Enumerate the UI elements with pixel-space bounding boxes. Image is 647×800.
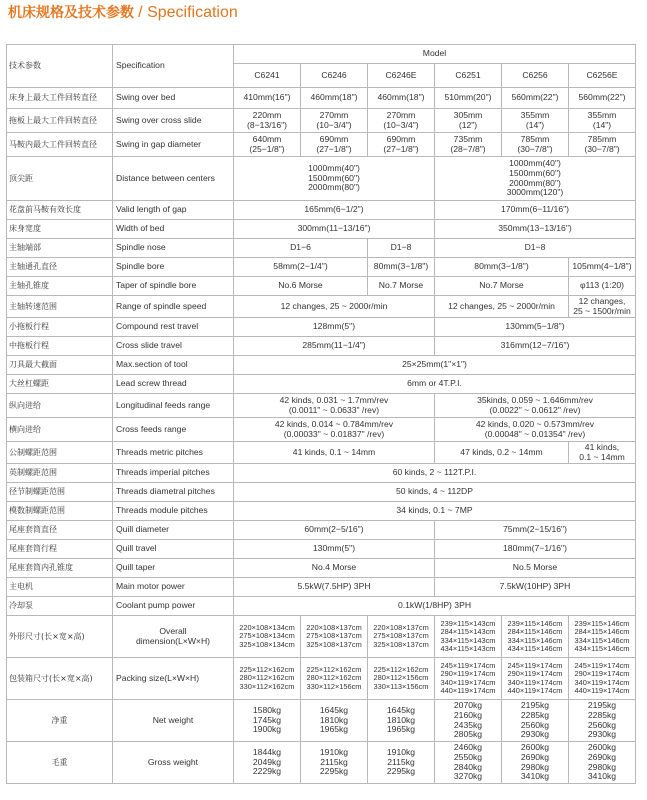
cell-value: 2460kg 2550kg 2840kg 3270kg [435, 742, 502, 784]
cell-value: 5.5kW(7.5HP) 3PH [234, 578, 435, 597]
row-label-cn: 尾座套筒行程 [7, 540, 113, 559]
cell-value: 560mm(22") [569, 88, 636, 109]
cell-value: 735mm (28−7/8") [435, 133, 502, 157]
cell-value: 1910kg 2115kg 2295kg [368, 742, 435, 784]
row-label-en: Main motor power [113, 578, 234, 597]
row-label-cn: 公制螺距范围 [7, 442, 113, 464]
row-label-cn: 床身宽度 [7, 220, 113, 239]
row-label-en: Cross slide travel [113, 337, 234, 356]
page-title: 机床规格及技术参数 / Specification [8, 4, 238, 21]
cell-value: No.5 Morse [435, 559, 636, 578]
cell-value: 460mm(18") [301, 88, 368, 109]
cell-value: 1844kg 2049kg 2229kg [234, 742, 301, 784]
cell-value: 220×108×134cm 275×108×134cm 325×108×134cm [234, 616, 301, 658]
row-label-en: Threads metric pitches [113, 442, 234, 464]
row-label-cn: 刀具最大截面 [7, 356, 113, 375]
cell-value: 60mm(2−5/16") [234, 521, 435, 540]
cell-value: 42 kinds, 0.020 ~ 0.573mm/rev (0.00048" ~ 0.01354" /rev) [435, 418, 636, 442]
model-name: C6256E [569, 64, 636, 88]
row-label-en: Spindle nose [113, 239, 234, 258]
row-label-cn: 英制螺距范围 [7, 464, 113, 483]
cell-value: No.4 Morse [234, 559, 435, 578]
cell-value: 42 kinds, 0.014 ~ 0.784mm/rev (0.00033" ~ 0.01837" /rev) [234, 418, 435, 442]
row-label-en: Compound rest travel [113, 318, 234, 337]
row-label-en: Gross weight [113, 742, 234, 784]
row-label-en: Distance between centers [113, 157, 234, 201]
row-label-cn: 主轴转速范围 [7, 296, 113, 318]
cell-value: 560mm(22") [502, 88, 569, 109]
row-label-en: Valid length of gap [113, 201, 234, 220]
row-label-cn: 尾座套筒内孔锥度 [7, 559, 113, 578]
cell-value: 510mm(20") [435, 88, 502, 109]
cell-value: 180mm(7−1/16") [435, 540, 636, 559]
row-label-en: Threads module pitches [113, 502, 234, 521]
cell-value: 1910kg 2115kg 2295kg [301, 742, 368, 784]
row-label-cn: 马鞍内最大工件回转直径 [7, 133, 113, 157]
cell-value: 1645kg 1810kg 1965kg [368, 700, 435, 742]
row-label-en: Packing size(L×W×H) [113, 658, 234, 700]
model-name: C6241 [234, 64, 301, 88]
cell-value: 225×112×162cm 280×112×162cm 330×112×156cm [301, 658, 368, 700]
cell-value: 41 kinds, 0.1 ~ 14mm [569, 442, 636, 464]
cell-value: 270mm (10−3/4") [301, 109, 368, 133]
cell-value: 170mm(6−11/16") [435, 201, 636, 220]
cell-value: 316mm(12−7/16") [435, 337, 636, 356]
header-model: Model [234, 45, 636, 64]
row-label-en: Overall dimension(L×W×H) [113, 616, 234, 658]
cell-value: No.7 Morse [368, 277, 435, 296]
cell-value: 225×112×162cm 280×112×156cm 330×113×156cm [368, 658, 435, 700]
row-label-cn: 横向进给 [7, 418, 113, 442]
cell-value: 2195kg 2285kg 2560kg 2930kg [569, 700, 636, 742]
cell-value: 355mm (14") [569, 109, 636, 133]
cell-value: 2070kg 2160kg 2435kg 2805kg [435, 700, 502, 742]
cell-value: 130mm(5−1/8") [435, 318, 636, 337]
model-name: C6246 [301, 64, 368, 88]
cell-value: 35kinds, 0.059 ~ 1.646mm/rev (0.0022" ~ 0.0612" /rev) [435, 394, 636, 418]
row-label-cn: 拖板上最大工件回转直径 [7, 109, 113, 133]
model-name: C6251 [435, 64, 502, 88]
cell-value: 285mm(11−1/4") [234, 337, 435, 356]
row-label-cn: 主轴孔锥度 [7, 277, 113, 296]
header-cn: 技术参数 [7, 45, 113, 88]
row-label-en: Lead screw thread [113, 375, 234, 394]
cell-value: 12 changes, 25 ~ 2000r/min [435, 296, 569, 318]
row-label-en: Range of spindle speed [113, 296, 234, 318]
cell-value: 1580kg 1745kg 1900kg [234, 700, 301, 742]
row-label-cn: 毛重 [7, 742, 113, 784]
cell-value: 130mm(5") [234, 540, 435, 559]
row-label-cn: 中拖板行程 [7, 337, 113, 356]
cell-value: D1−8 [368, 239, 435, 258]
cell-value: 410mm(16") [234, 88, 301, 109]
cell-value: D1−6 [234, 239, 368, 258]
cell-value: 7.5kW(10HP) 3PH [435, 578, 636, 597]
cell-value: 12 changes, 25 ~ 1500r/min [569, 296, 636, 318]
cell-value: 690mm (27−1/8") [301, 133, 368, 157]
cell-value: 239×115×146cm 284×115×146cm 334×115×146cm 434×115×146cm [502, 616, 569, 658]
cell-value: 75mm(2−15/16") [435, 521, 636, 540]
row-label-en: Cross feeds range [113, 418, 234, 442]
cell-value: 640mm (25−1/8") [234, 133, 301, 157]
row-label-en: Net weight [113, 700, 234, 742]
row-label-en: Width of bed [113, 220, 234, 239]
row-label-en: Spindle bore [113, 258, 234, 277]
cell-value: 245×119×174cm 290×119×174cm 340×119×174cm 440×119×174cm [435, 658, 502, 700]
row-label-en: Threads diametral pitches [113, 483, 234, 502]
cell-value: 1645kg 1810kg 1965kg [301, 700, 368, 742]
cell-value: No.6 Morse [234, 277, 368, 296]
row-label-cn: 床身上最大工件回转直径 [7, 88, 113, 109]
row-label-en: Coolant pump power [113, 597, 234, 616]
row-label-cn: 小拖板行程 [7, 318, 113, 337]
row-label-en: Quill diameter [113, 521, 234, 540]
title-en: Specification [147, 4, 238, 21]
row-label-cn: 纵向进给 [7, 394, 113, 418]
row-label-en: Quill travel [113, 540, 234, 559]
cell-value: 165mm(6−1/2") [234, 201, 435, 220]
cell-value: 42 kinds, 0.031 ~ 1.7mm/rev (0.0011" ~ 0.0633" /rev) [234, 394, 435, 418]
row-label-en: Longitudinal feeds range [113, 394, 234, 418]
cell-value: D1−8 [435, 239, 636, 258]
cell-value: 220×108×137cm 275×108×137cm 325×108×137cm [301, 616, 368, 658]
cell-value: 50 kinds, 4 ~ 112DP [234, 483, 636, 502]
cell-value: 785mm (30−7/8") [502, 133, 569, 157]
cell-value: 305mm (12") [435, 109, 502, 133]
row-label-cn: 包装箱尺寸(长×宽×高) [7, 658, 113, 700]
cell-value: 2195kg 2285kg 2560kg 2930kg [502, 700, 569, 742]
row-label-cn: 顶尖距 [7, 157, 113, 201]
header-en: Specification [113, 45, 234, 88]
cell-value: 34 kinds, 0.1 ~ 7MP [234, 502, 636, 521]
cell-value: 245×119×174cm 290×119×174cm 340×119×174cm 440×119×174cm [502, 658, 569, 700]
row-label-cn: 主轴端部 [7, 239, 113, 258]
cell-value: 1000mm(40") 1500mm(60") 2000mm(80") [234, 157, 435, 201]
cell-value: 239×115×146cm 284×115×146cm 334×115×146cm 434×115×146cm [569, 616, 636, 658]
cell-value: 785mm (30−7/8") [569, 133, 636, 157]
model-name: C6256 [502, 64, 569, 88]
row-label-cn: 模数制螺距范围 [7, 502, 113, 521]
row-label-en: Swing over bed [113, 88, 234, 109]
cell-value: 0.1kW(1/8HP) 3PH [234, 597, 636, 616]
row-label-cn: 主电机 [7, 578, 113, 597]
cell-value: 239×115×143cm 284×115×143cm 334×115×143cm 434×115×143cm [435, 616, 502, 658]
model-name: C6246E [368, 64, 435, 88]
cell-value: φ113 (1:20) [569, 277, 636, 296]
cell-value: 6mm or 4T.P.I. [234, 375, 636, 394]
row-label-cn: 大丝杠螺距 [7, 375, 113, 394]
cell-value: 47 kinds, 0.2 ~ 14mm [435, 442, 569, 464]
row-label-cn: 净重 [7, 700, 113, 742]
cell-value: 355mm (14") [502, 109, 569, 133]
cell-value: 12 changes, 25 ~ 2000r/min [234, 296, 435, 318]
cell-value: 220×108×137cm 275×108×137cm 325×108×137cm [368, 616, 435, 658]
row-label-en: Swing in gap diameter [113, 133, 234, 157]
cell-value: 2600kg 2690kg 2980kg 3410kg [502, 742, 569, 784]
title-cn: 机床规格及技术参数 [8, 5, 134, 21]
row-label-cn: 冷却泵 [7, 597, 113, 616]
cell-value: 225×112×162cm 280×112×162cm 330×112×162cm [234, 658, 301, 700]
cell-value: No.7 Morse [435, 277, 569, 296]
cell-value: 300mm(11−13/16") [234, 220, 435, 239]
row-label-cn: 径节制螺距范围 [7, 483, 113, 502]
cell-value: 270mm (10−3/4") [368, 109, 435, 133]
cell-value: 41 kinds, 0.1 ~ 14mm [234, 442, 435, 464]
cell-value: 460mm(18") [368, 88, 435, 109]
cell-value: 1000mm(40") 1500mm(60") 2000mm(80") 3000mm(120") [435, 157, 636, 201]
cell-value: 220mm (8−13/16") [234, 109, 301, 133]
specification-table [6, 44, 636, 784]
row-label-en: Threads imperial pitches [113, 464, 234, 483]
row-label-en: Taper of spindle bore [113, 277, 234, 296]
cell-value: 80mm(3−1/8") [368, 258, 435, 277]
cell-value: 2600kg 2690kg 2980kg 3410kg [569, 742, 636, 784]
row-label-cn: 花盘前马鞍有效长度 [7, 201, 113, 220]
row-label-en: Swing over cross slide [113, 109, 234, 133]
cell-value: 60 kinds, 2 ~ 112T.P.I. [234, 464, 636, 483]
cell-value: 58mm(2−1/4") [234, 258, 368, 277]
cell-value: 245×119×174cm 290×119×174cm 340×119×174cm 440×119×174cm [569, 658, 636, 700]
row-label-en: Max.section of tool [113, 356, 234, 375]
row-label-cn: 主轴通孔直径 [7, 258, 113, 277]
row-label-cn: 尾座套筒直径 [7, 521, 113, 540]
row-label-en: Quill taper [113, 559, 234, 578]
cell-value: 690mm (27−1/8") [368, 133, 435, 157]
cell-value: 80mm(3−1/8") [435, 258, 569, 277]
cell-value: 105mm(4−1/8") [569, 258, 636, 277]
cell-value: 350mm(13−13/16") [435, 220, 636, 239]
cell-value: 128mm(5") [234, 318, 435, 337]
row-label-cn: 外形尺寸(长×宽×高) [7, 616, 113, 658]
cell-value: 25×25mm(1"×1") [234, 356, 636, 375]
